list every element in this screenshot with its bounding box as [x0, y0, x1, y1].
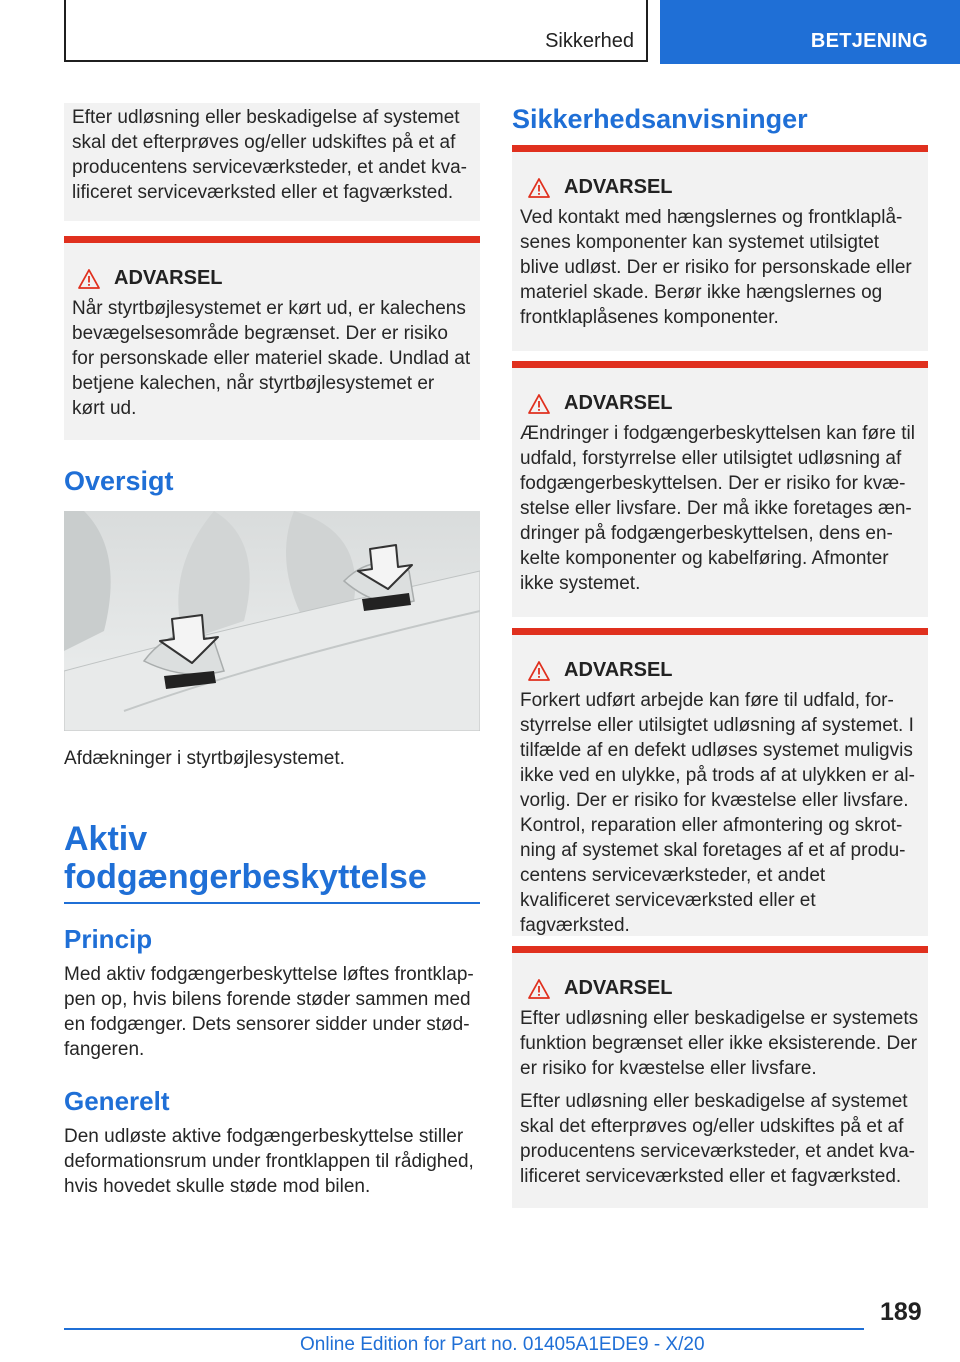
warning-title: ADVARSEL [564, 659, 673, 681]
header-chapter-tab [660, 0, 960, 64]
heading-aktiv-line1: Aktiv [64, 820, 148, 858]
heading-aktiv-block [64, 820, 480, 904]
warning-box-after-trigger [512, 946, 928, 1208]
warning-text: Ændringer i fodgængerbeskyttelsen kan føre til udfald, forstyrrelse eller utilsigtet udløsning af fodgængerbeskyttelsen. Der er risiko for kvæ-stelse eller livsfare. Der må ikke foretages æn-dringer på fodgængerbeskyttelsen, dens en-kelte komponenter og kabelføring. Afmonter ikke systemet. [520, 423, 915, 594]
warning-title: ADVARSEL [564, 977, 673, 999]
princip-text: Med aktiv fodgængerbeskyttelse løftes frontklap-pen op, hvis bilens forende støder sammen med en fodgænger. Dets sensorer sidder under stød-fangeren. [64, 964, 474, 1060]
header-chapter-title: BETJENING [810, 30, 928, 52]
warning-triangle-icon [528, 661, 550, 681]
warning-text: Efter udløsning eller beskadigelse er systemets funktion begrænset eller ikke eksisterende. Der er risiko for kvæstelse eller livsfare. [520, 1008, 919, 1079]
footer-edition: Online Edition for Part no. 01405A1EDE9 - X/20 [300, 1334, 705, 1355]
warning-box-modifications [512, 361, 928, 617]
warning-title: ADVARSEL [114, 267, 223, 289]
heading-aktiv-line2: fodgængerbeskyttelse [64, 858, 427, 896]
warning-triangle-icon [528, 394, 550, 414]
heading-underline [64, 902, 480, 904]
figure-caption: Afdækninger i styrtbøjlesystemet. [64, 748, 345, 769]
page-number: 189 [880, 1298, 922, 1326]
header-section-tab [64, 0, 648, 62]
warning-header [78, 267, 472, 290]
warning-header [528, 392, 920, 415]
intro-note-box [64, 103, 480, 221]
heading-princip: Princip [64, 924, 153, 954]
rollbar-cover-figure [64, 511, 480, 731]
heading-sikkerhedsanvisninger: Sikkerhedsanvisninger [512, 104, 808, 134]
intro-note-text: Efter udløsning eller beskadigelse af systemet skal det efterprøves og/eller udskiftes på et af producentens serviceværksteder, et andet kva-lificeret serviceværksted eller et fagværksted. [72, 107, 467, 203]
warning-text-2: Efter udløsning eller beskadigelse af systemet skal det efterprøves og/eller udskiftes på et af producentens serviceværksteder, et andet kva-lificeret serviceværksted eller et fagværksted. [520, 1091, 915, 1187]
warning-box-rollbar [64, 236, 480, 440]
warning-header [528, 659, 920, 682]
car-interior-illustration [64, 511, 480, 731]
warning-text: Forkert udført arbejde kan føre til udfald, for-styrrelse eller utilsigtet udløsning af systemet. I tilfælde af en defekt udløses systemet muligvis ikke ved en ulykke, på trods af at ulykken er al-vorlig. Der er risiko for kvæstelse eller livsfare. Kontrol, reparation eller afmontering og skrot-ning af systemet skal foretages af et af produ-centens serviceværksteder, et andet kvalificeret serviceværksted eller et fagværksted. [520, 690, 915, 936]
warning-triangle-icon [528, 178, 550, 198]
warning-triangle-icon [528, 979, 550, 999]
warning-box-work [512, 628, 928, 936]
warning-title: ADVARSEL [564, 392, 673, 414]
heading-generelt: Generelt [64, 1086, 170, 1116]
warning-header [528, 176, 920, 199]
warning-text: Ved kontakt med hængslernes og frontklaplå-senes komponenter kan systemet utilsigtet blive udløst. Der er risiko for personskade eller materiel skade. Berør ikke hængslernes og frontklaplåsenes komponenter. [520, 207, 912, 328]
warning-triangle-icon [78, 269, 100, 289]
generelt-text: Den udløste aktive fodgængerbeskyttelse stiller deformationsrum under frontklappen til rådighed, hvis hovedet skulle støde mod bilen. [64, 1126, 474, 1197]
warning-header [528, 977, 920, 1000]
header-section-title: Sikkerhed [545, 30, 634, 52]
warning-box-hinges [512, 145, 928, 351]
warning-text: Når styrtbøjlesystemet er kørt ud, er kalechens bevægelsesområde begrænset. Der er risiko for personskade eller materiel skade. Undlad at betjene kalechen, når styrtbøjlesystemet er kørt ud. [72, 298, 471, 419]
warning-title: ADVARSEL [564, 176, 673, 198]
footer-rule [64, 1328, 864, 1330]
heading-oversigt: Oversigt [64, 466, 174, 496]
